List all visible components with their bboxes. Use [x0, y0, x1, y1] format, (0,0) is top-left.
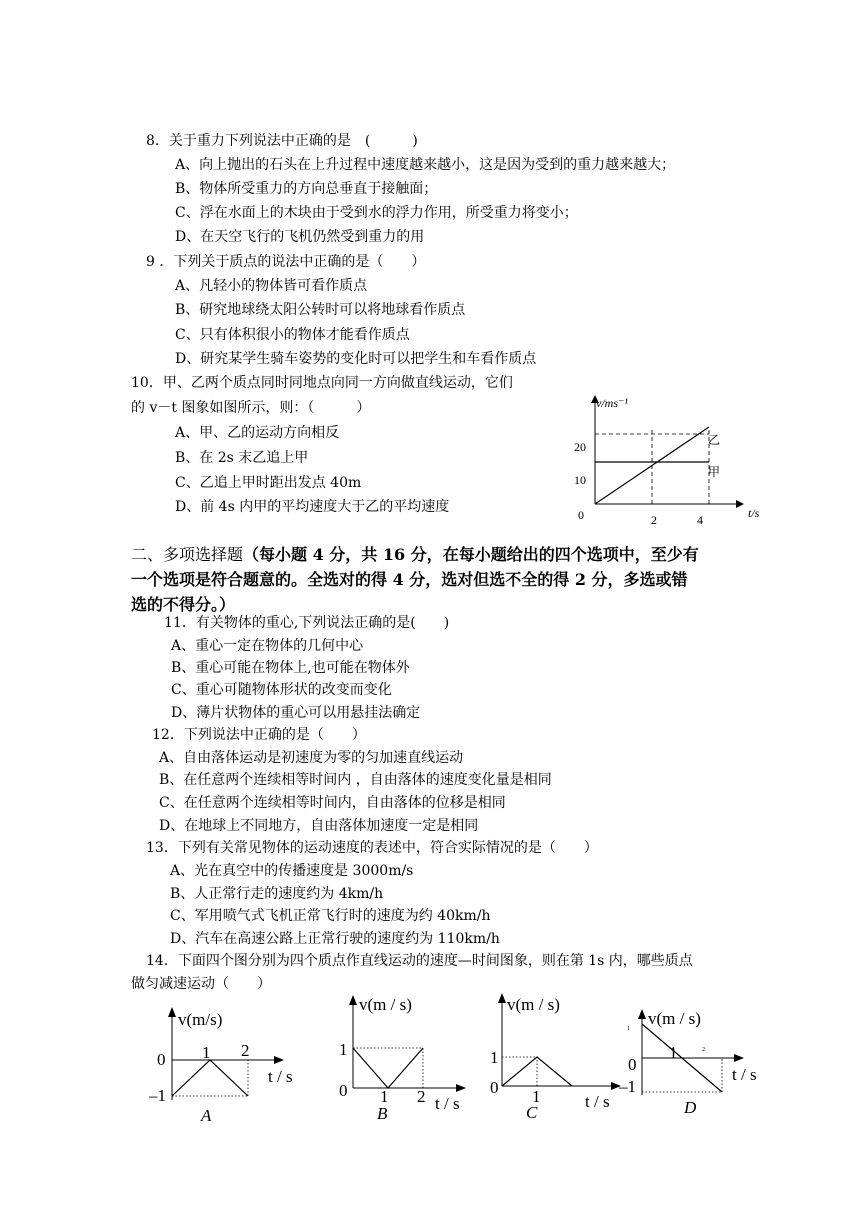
q13-option-b: B、人正常行走的速度约为 4km/h — [170, 886, 384, 902]
q9-option-a: A、凡轻小的物体皆可看作质点 — [175, 278, 368, 294]
graph-a-caption: A — [201, 1106, 212, 1125]
graph-b-y-tick: 1 — [339, 1040, 348, 1059]
q11-stem: 11．有关物体的重心,下列说法正确的是( ) — [164, 615, 450, 631]
graph-c-x-tick: 1 — [532, 1087, 541, 1106]
q14-graph-b — [325, 990, 485, 1125]
graph-b-y-label: v(m / s) — [359, 995, 412, 1014]
q12-option-b: B、在任意两个连续相等时间内 ，自由落体的速度变化量是相同 — [159, 772, 552, 788]
q10-series-label-yi: 乙 — [708, 433, 721, 447]
graph-b-y-tick: 0 — [339, 1081, 348, 1100]
q10-stem-line2: 的 v－t 图象如图所示，则：（ ） — [131, 400, 371, 416]
graph-c-caption: C — [526, 1103, 538, 1122]
graph-a-x-tick: 1 — [202, 1043, 211, 1062]
q14-graph-d — [615, 1000, 775, 1125]
q10-x-axis-label: t/s — [748, 506, 760, 520]
q13-option-d: D、汽车在高速公路上正常行驶的速度约为 110km/h — [170, 931, 500, 947]
q8-option-d: D、在天空飞行的飞机仍然受到重力的用 — [175, 229, 425, 245]
graph-a-x-label: t / s — [268, 1067, 293, 1086]
q8-option-a: A、向上抛出的石头在上升过程中速度越来越小，这是因为受到的重力越来越大； — [175, 157, 676, 173]
q10-vt-graph — [560, 390, 780, 525]
graph-d-y-tick: –1 — [619, 1077, 636, 1096]
q10-y-tick-label: 10 — [574, 473, 586, 487]
graph-a-y-label: v(m/s) — [178, 1010, 223, 1029]
q13-option-a: A、光在真空中的传播速度是 3000m/s — [170, 863, 414, 879]
q12-option-c: C、在任意两个连续相等时间内，自由落体的位移是相同 — [159, 795, 506, 811]
q9-option-d: D、研究某学生骑车姿势的变化时可以把学生和车看作质点 — [175, 351, 537, 367]
section2-instructions: （每小题 4 分，共 16 分，在每小题给出的四个选项中，至少有 — [243, 545, 699, 564]
q10-y-tick-label: 20 — [574, 440, 586, 454]
q11-option-d: D、薄片状物体的重心可以用悬挂法确定 — [171, 705, 421, 721]
q8-stem: 8．关于重力下列说法中正确的是 ( ) — [146, 133, 418, 149]
graph-d-x-label: t / s — [732, 1065, 757, 1084]
graph-a-y-tick: –1 — [149, 1086, 166, 1105]
graph-d-y-label: v(m / s) — [648, 1009, 701, 1028]
graph-d-caption: D — [684, 1098, 697, 1117]
q10-option-c: C、乙追上甲时距出发点 40m — [175, 475, 362, 491]
graph-b-x-label: t / s — [435, 1094, 460, 1113]
graph-b-series-line — [353, 1048, 423, 1088]
graph-b-x-tick: 1 — [380, 1087, 389, 1106]
q10-stem-line1: 10．甲、乙两个质点同时同地点向同一方向做直线运动，它们 — [131, 375, 513, 391]
graph-b-caption: B — [377, 1104, 388, 1123]
graph-c-y-label: v(m / s) — [507, 995, 560, 1014]
graph-b-x-tick: 2 — [417, 1087, 426, 1106]
q10-option-a: A、甲、乙的运动方向相反 — [175, 425, 340, 441]
graph-d-x-tick: 2 — [702, 1047, 705, 1053]
q14-stem-line1: 14．下面四个图分别为四个质点作直线运动的速度—时间图象，则在第 1s 内，哪些质点 — [146, 953, 693, 969]
q11-option-c: C、重心可随物体形状的改变而变化 — [171, 682, 392, 698]
q10-y-axis-label: v/ms⁻¹ — [596, 396, 628, 410]
q9-option-c: C、只有体积很小的物体才能看作质点 — [175, 327, 410, 343]
q12-option-a: A、自由落体运动是初速度为零的匀加速直线运动 — [159, 750, 464, 766]
q12-stem: 12．下列说法中正确的是（ ） — [152, 727, 366, 743]
graph-d-y-tick: 0 — [628, 1055, 637, 1074]
q8-option-b: B、物体所受重力的方向总垂直于接触面； — [175, 181, 438, 197]
section2-header-line2: 一个选项是符合题意的。全选对的得 4 分，选对但选不全的得 2 分，多选或错 — [131, 570, 688, 589]
q10-origin-label: 0 — [578, 508, 584, 522]
q12-option-d: D、在地球上不同地方，自由落体加速度一定是相同 — [159, 818, 479, 834]
q10-option-d: D、前 4s 内甲的平均速度大于乙的平均速度 — [175, 499, 450, 515]
q10-x-tick-label: 2 — [651, 513, 657, 525]
q11-option-b: B、重心可能在物体上,也可能在物体外 — [171, 660, 410, 676]
q9-stem: 9 ．下列关于质点的说法中正确的是（ ） — [146, 254, 426, 270]
q14-graph-c — [475, 990, 635, 1125]
graph-d-y-tick: 1 — [627, 1026, 630, 1032]
graph-d-x-tick: 1 — [669, 1043, 678, 1062]
graph-c-y-tick: 1 — [490, 1048, 499, 1067]
section2-header-line1 — [131, 544, 699, 566]
q14-graph-a — [140, 1000, 300, 1125]
q10-x-tick-label: 4 — [697, 513, 703, 525]
section2-header-line3: 选的不得分。） — [131, 595, 236, 614]
graph-c-x-label: t / s — [585, 1092, 610, 1111]
q14-stem-line2: 做匀减速运动（ ） — [131, 976, 271, 992]
graph-a-x-tick: 2 — [241, 1041, 250, 1060]
graph-c-y-tick: 0 — [490, 1078, 499, 1097]
q9-option-b: B、研究地球绕太阳公转时可以将地球看作质点 — [175, 302, 466, 318]
section2-title: 二、多项选择题 — [131, 545, 244, 564]
graph-a-y-tick: 0 — [157, 1050, 166, 1069]
q13-option-c: C、军用喷气式飞机正常飞行时的速度为约 40km/h — [170, 908, 491, 924]
q11-option-a: A、重心一定在物体的几何中心 — [171, 638, 364, 654]
q10-series-label-jia: 甲 — [708, 465, 721, 479]
q10-option-b: B、在 2s 末乙追上甲 — [175, 450, 309, 466]
q13-stem: 13．下列有关常见物体的运动速度的表述中，符合实际情况的是（ ） — [146, 840, 598, 856]
graph-a-series-line — [172, 1060, 248, 1096]
q8-option-c: C、浮在水面上的木块由于受到水的浮力作用，所受重力将变小； — [175, 205, 578, 221]
